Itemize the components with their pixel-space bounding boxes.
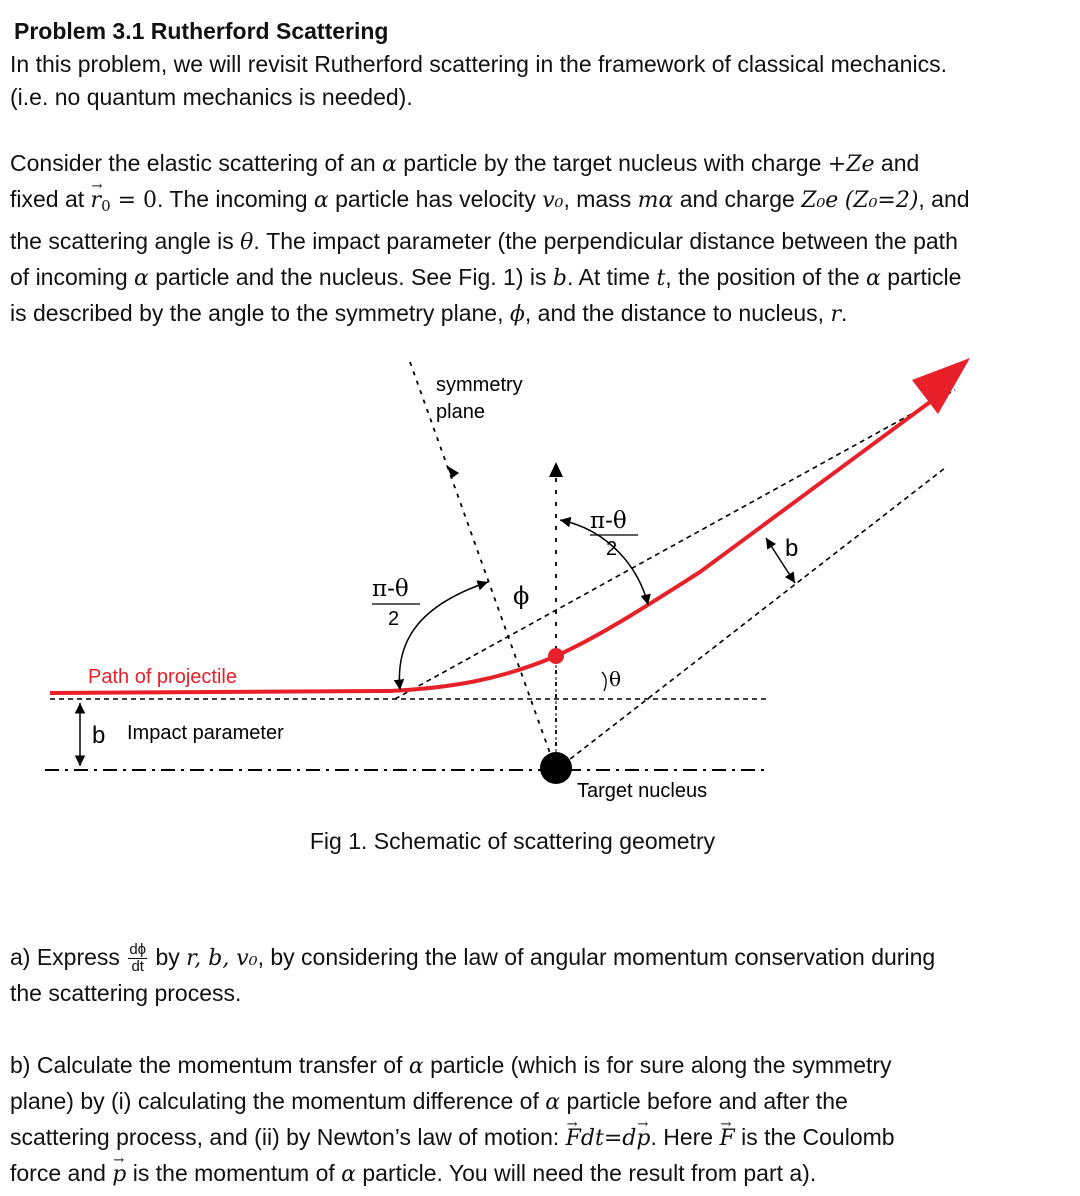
setup-line-4: of incoming α particle and the nucleus. See Fig. 1) is b. At time t, the position of the α particle <box>10 264 962 291</box>
b-right-label: b <box>785 535 799 562</box>
dphi-dt-fraction: $\frac{d\phi}{dt}$ <box>129 941 147 976</box>
question-b-line-2: plane) by (i) calculating the momentum difference of α particle before and after the <box>10 1088 848 1115</box>
right-angle-denominator: 2 <box>606 538 618 560</box>
vertical-axis-arrowhead <box>549 462 563 477</box>
question-b-line-1: b) Calculate the momentum transfer of α particle (which is for sure along the symmetry <box>10 1052 892 1079</box>
setup-line-5: is described by the angle to the symmetry plane, ϕ, and the distance to nucleus, r. <box>10 300 848 327</box>
b-left-label: b <box>92 722 106 749</box>
symmetry-label-line-1: symmetry <box>436 374 523 396</box>
left-angle-denominator: 2 <box>388 608 400 630</box>
alpha-particle-dot <box>548 648 564 664</box>
question-b-line-4: force and → p is the momentum of α particle. You will need the result from part a). <box>10 1156 1070 1192</box>
target-nucleus <box>540 752 572 784</box>
symmetry-label-line-2: plane <box>436 401 485 423</box>
setup-line-1: Consider the elastic scattering of an α particle by the target nucleus with charge +Ze and <box>10 150 920 177</box>
left-angle-arc <box>399 582 488 690</box>
question-b <box>10 1048 1070 1192</box>
left-angle-numerator: π-θ <box>372 576 409 602</box>
problem-title: Problem 3.1 Rutherford Scattering <box>14 18 389 44</box>
intro-paragraph <box>10 48 1070 114</box>
theta-label: θ <box>609 667 622 691</box>
target-nucleus-label: Target nucleus <box>577 780 708 802</box>
trajectory-arrowhead <box>912 358 970 414</box>
symmetry-plane-line <box>410 362 556 770</box>
setup-line-3: the scattering angle is θ. The impact parameter (the perpendicular distance between the path <box>10 228 958 255</box>
impact-parameter-label: Impact parameter <box>127 722 284 744</box>
symmetry-plane-arrowhead <box>446 465 459 478</box>
intro-line-2: (i.e. no quantum mechanics is needed). <box>10 84 413 110</box>
outgoing-asymptote-line <box>395 390 955 699</box>
path-of-projectile-label: Path of projectile <box>88 666 237 688</box>
theta-angle-arc <box>602 672 606 691</box>
question-a <box>10 938 1070 1012</box>
figure-caption: Fig 1. Schematic of scattering geometry <box>309 828 716 854</box>
question-a-line-2: the scattering process. <box>10 980 242 1006</box>
setup-line-2: fixed at → $r_0 = 0$. The incoming α particle has velocity v₀, mass mα and charge Z₀e (Z₀=2), and <box>10 182 1070 224</box>
intro-line-1: In this problem, we will revisit Rutherford scattering in the framework of classical mechanics. <box>10 51 947 77</box>
setup-paragraph <box>10 146 1070 332</box>
right-angle-numerator: π-θ <box>590 508 627 534</box>
question-a-line-1: a) Express $\frac{d\phi}{dt}$ by r, b, v₀, by considering the law of angular momentum conservation during <box>10 941 936 976</box>
question-b-line-3: scattering process, and (ii) by Newton’s law of motion: → Fdt=d→ p. Here → F is the Coulomb <box>10 1120 1070 1156</box>
scattering-figure <box>0 340 1080 820</box>
phi-label: ϕ <box>513 582 530 610</box>
